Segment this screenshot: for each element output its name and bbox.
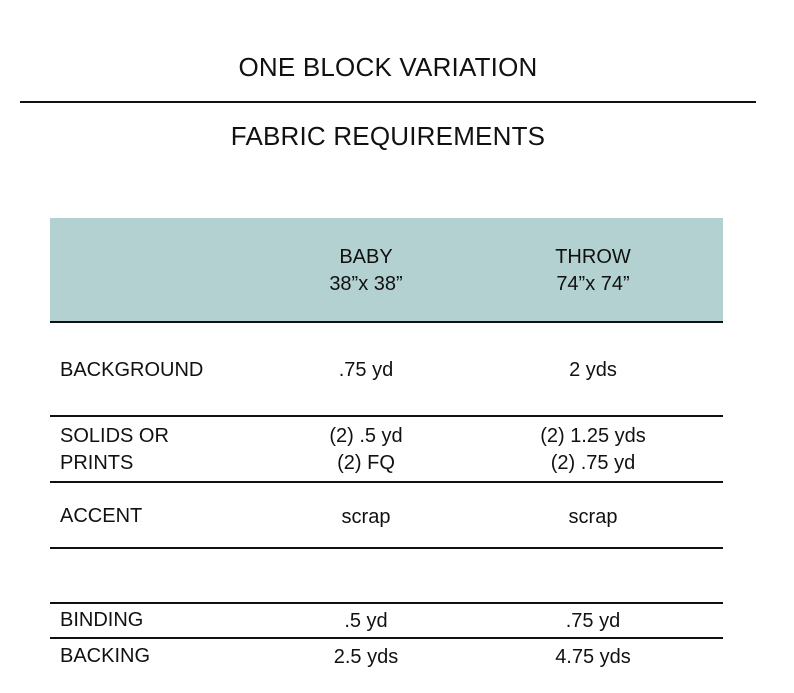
row-divider — [50, 547, 723, 549]
row-divider — [50, 481, 723, 483]
page-title: ONE BLOCK VARIATION — [238, 52, 538, 82]
baby-value: 2.5 yds — [333, 646, 399, 668]
baby-value: (2) .5 yd (2) FQ — [329, 425, 403, 474]
row-divider — [50, 321, 723, 323]
throw-value: 4.75 yds — [555, 646, 631, 668]
section-title: FABRIC REQUIREMENTS — [230, 121, 546, 151]
throw-value: (2) 1.25 yds (2) .75 yd — [540, 425, 646, 474]
throw-value: .75 yd — [565, 610, 621, 632]
column-size: 74”x 74” — [556, 273, 630, 295]
title-divider — [20, 101, 756, 103]
row-label: SOLIDS OR PRINTS — [60, 425, 169, 474]
row-label: BINDING — [60, 609, 144, 631]
column-size: 38”x 38” — [329, 273, 403, 295]
baby-value: .5 yd — [344, 610, 388, 632]
row-label: BACKGROUND — [60, 359, 204, 381]
baby-value: .75 yd — [338, 359, 394, 381]
column-name: BABY — [339, 246, 393, 268]
row-label: BACKING — [60, 645, 151, 667]
column-header-throw — [493, 244, 693, 298]
column-name: THROW — [555, 246, 631, 268]
baby-value: scrap — [341, 506, 391, 528]
throw-value: scrap — [568, 506, 618, 528]
row-label: ACCENT — [60, 505, 143, 527]
row-divider — [50, 415, 723, 417]
throw-value: 2 yds — [569, 359, 617, 381]
row-divider — [50, 602, 723, 604]
row-divider — [50, 637, 723, 639]
column-header-baby — [266, 244, 466, 298]
